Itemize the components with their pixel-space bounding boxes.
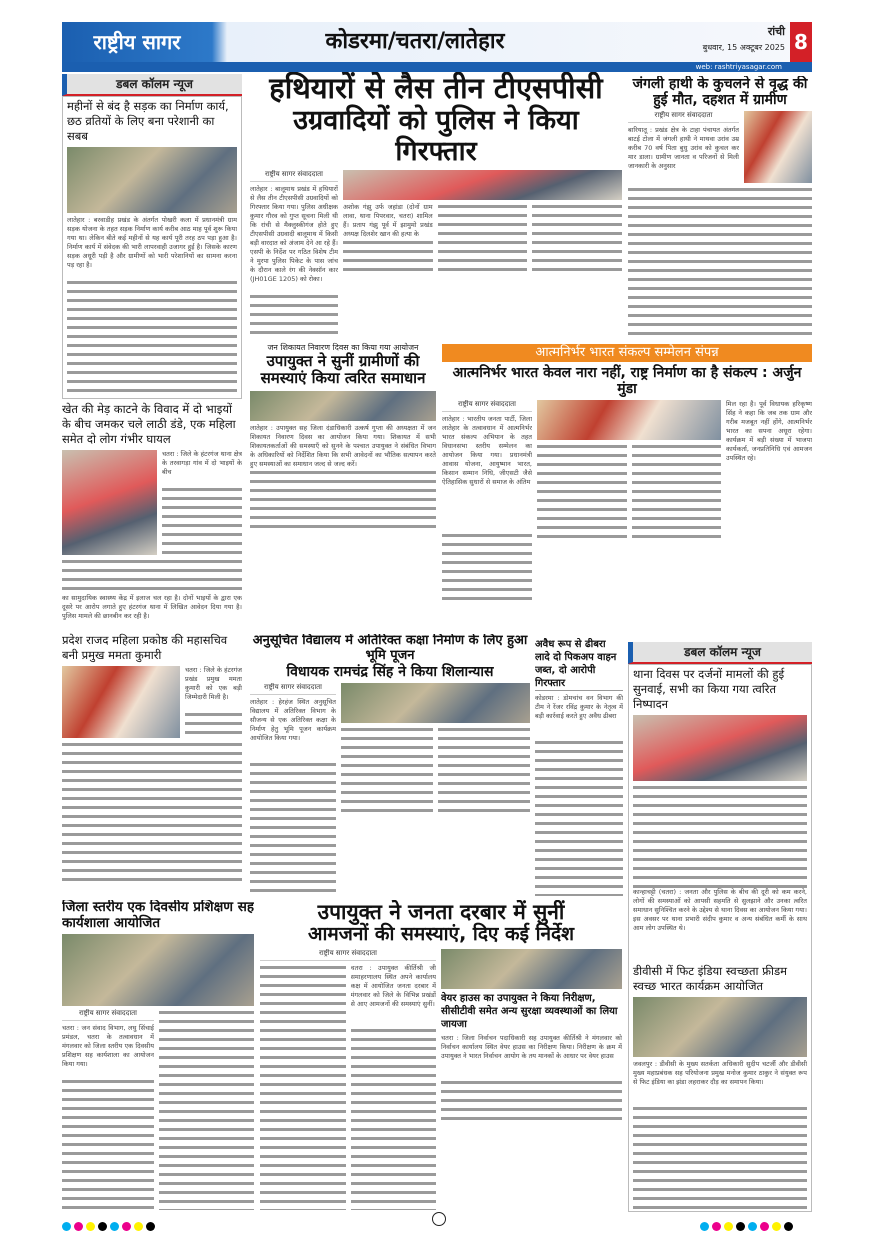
school-headline-1: अनुसूचित विद्यालय में अतिरिक्त कक्षा निर्माण के लिए हुआ भूमि पूजन [252, 634, 528, 663]
photo [67, 147, 237, 213]
color-registration-marks [62, 1216, 158, 1235]
byline: राष्ट्रीय सागर संवाददाता [62, 1009, 154, 1021]
elephant-headline: जंगली हाथी के कुचलने से वृद्ध की हुई मौत, दहशत में ग्रामीण [632, 76, 808, 109]
photo [62, 450, 157, 555]
text-lines [535, 739, 623, 896]
text-lines [537, 443, 627, 543]
sammelan-article-text-2: मिल रहा है। पूर्व विधायक हरिकृष्ण सिंह ने कहा कि जब तक ग्राम और गरीब मजबूत नहीं होंगे, आत्मनिर्भर भारत का सपना अधूरा रहेगा। कार्यक्रम में बड़ी संख्या में भाजपा कार्यकर्ता, जनप्रतिनिधि एवं आमजन उपस्थित रहे। [726, 400, 812, 463]
article-mamta-kumari [62, 633, 242, 885]
darbar-photo [441, 949, 622, 989]
article-road [62, 96, 242, 399]
photo-workshop [62, 934, 254, 1006]
sammelan-article [442, 344, 812, 600]
article-text-workshop: चतरा : जन संवाद विभाग, लघु सिंचाई प्रमंडल, चतरा के तत्वावधान में मंगलवार को जिला स्तरीय एक दिवसीय प्रशिक्षण सह कार्यशाला का आयोजन किया गया। [62, 1024, 154, 1069]
byline: राष्ट्रीय सागर संवाददाता [628, 111, 739, 123]
text-lines [62, 1078, 154, 1210]
wood-headline: अवैध रूप से ढीबरा लादे दो पिकअप वाहन जब्त, दो आरोपी गिरफ्तार [535, 638, 623, 691]
dc-article [250, 342, 436, 600]
headline: थाना दिवस पर दर्जनों मामलों की हुई सुनवाई, सभी का किया गया त्वरित निष्पादन [633, 667, 785, 711]
dc-kicker: जन शिकायत निवारण दिवस का किया गया आयोजन [267, 343, 419, 352]
wood-article [535, 638, 623, 896]
article-text: चतरा : जिले के हंटरगंज प्रखंड प्रमुख ममता कुमारी को एक बड़ी जिम्मेदारी मिली है। [185, 665, 242, 701]
text-lines [62, 558, 242, 594]
byline: राष्ट्रीय सागर संवाददाता [260, 949, 436, 961]
text-lines [438, 726, 530, 816]
byline: राष्ट्रीय सागर संवाददाता [442, 400, 532, 412]
school-photo [341, 683, 530, 723]
double-column-label: डबल कॉलम न्यूज [628, 642, 812, 664]
text-lines [442, 532, 532, 600]
lead-headline-line2: उग्रवादियों को पुलिस ने किया गिरफ्तार [293, 105, 579, 168]
wood-article-text: कोडरमा : डोमचांच वन विभाग की टीम ने रेंजर रविंद्र कुमार के नेतृत्व में बड़ी कार्रवाई करते हुए अवैध ढीबरा [535, 694, 623, 720]
warehouse-headline: वेयर हाउस का उपायुक्त ने किया निरीक्षण, सीसीटीवी समेत अन्य सुरक्षा व्यवस्थाओं का लिया जायजा [441, 992, 618, 1030]
photo [633, 715, 807, 781]
text-lines [260, 964, 346, 1210]
dc-article-text: लातेहार : उपायुक्त सह जिला दंडाधिकारी उत्कर्ष गुप्ता की अध्यक्षता में जन शिकायत निवारण दिवस का आयोजन किया गया। शिकायत में सभी शिकायतकर्ताओं की समस्याएँ को सुनने के पश्चात उपायुक्त ने संबंधित विभाग के अधिकारियों को निर्देशित किया कि सभी आवेदनों का भौतिक सत्यापन करते हुए समस्याओं का समाधान जल्द से जल्द करें। [250, 423, 436, 468]
text-lines [343, 239, 433, 275]
text-lines [351, 1027, 437, 1210]
text-lines [162, 486, 242, 555]
color-registration-marks [700, 1216, 796, 1235]
headline: महीनों से बंद है सड़क का निर्माण कार्य, छठ व्रतियों के लिए बना परेशानी का सबब [67, 99, 229, 143]
lead-photo [343, 170, 622, 200]
darbar-article-text: चतरा : उपायुक्त कीर्तिश्री जी समाहरणालय स्थित अपने कार्यालय कक्ष में आयोजित जनता दरबार में मंगलवार को जिले के विभिन्न प्रखंडों से आए आमजनों की समस्याएं सुनीं। [350, 963, 436, 1008]
text-lines [632, 443, 722, 543]
article-text: चतरा : जिले के हंटरगंज थाना क्षेत्र के तरवागड़ा गांव में दो भाइयों के बीच [162, 449, 242, 476]
lead-article-text: लातेहार : बालूमाथ प्रखंड में हथियारों से लैस तीन टीएसपीसी उग्रवादियों को गिरफ्तार किया गया। पुलिस अधीक्षक कुमार गौरव को गुप्त सूचना मिली थी कि रांची से मैक्लुस्कीगंज होते हुए टीएसपीसी उग्रवादी बालूमाथ में किसी बड़ी वारदात को अंजाम देने आ रहे हैं। एसपी के निर्देश पर गठित विशेष टीम ने मुरपा पुलिस पिकेट के पास जांच के दौरान काले रंग की नेक्सॉन कार (JH01GE 1205) को रोका। [250, 185, 338, 284]
article-workshop [62, 900, 254, 1210]
school-article [250, 634, 530, 896]
edition-city: रांची [767, 25, 785, 38]
text-lines [250, 761, 336, 896]
warehouse-article-text: चतरा : जिला निर्वाचन पदाधिकारी सह उपायुक्त कीर्तिश्री ने मंगलवार को निर्वाचन कार्यालय स्थित वेयर हाउस का निरीक्षण किया। निरीक्षण के क्रम में उपायुक्त ने भारत निर्वाचन आयोग के तय मानकों के आधार पर वेयर हाउस [441, 1033, 622, 1060]
left-top-block [62, 74, 242, 399]
headline: डीवीसी में फिट इंडिया स्वच्छता फ्रीडम स्वच्छ भारत कार्यक्रम आयोजित [633, 963, 788, 993]
text-lines [62, 741, 242, 885]
text-lines [628, 186, 812, 338]
website-link[interactable]: web: rashtriyasagar.com [62, 62, 812, 72]
headline: खेत की मेड़ काटने के विवाद में दो भाइयों के बीच जमकर चले लाठी डंडे, एक महिला समेत दो लोग गंभीर घायल [62, 402, 236, 446]
text-lines [633, 1105, 807, 1209]
text-lines [532, 203, 622, 275]
photo [633, 997, 807, 1057]
text-lines [441, 1079, 622, 1124]
school-headline-2: विधायक रामचंद्र सिंह ने किया शिलान्यास [286, 663, 494, 680]
byline: राष्ट्रीय सागर संवाददाता [250, 170, 338, 182]
article-text: जवलपुर : डीवीसी के मुख्य सतर्कता अधिकारी सुदीप चटर्जी और डीवीसी मुख्य महाप्रबंधक सह परियोजना प्रमुख मनोज कुमार ठाकुर ने संयुक्त रूप से फिट इंडिया का झंडा लहराकर दौड़ का समापन किया। [633, 1059, 807, 1086]
text-lines [250, 469, 436, 532]
sammelan-banner: आत्मनिर्भर भारत संकल्प सम्मेलन संपन्न [442, 344, 812, 362]
lead-headline-line1: हथियारों से लैस तीन टीएसपीसी [269, 72, 603, 105]
text-lines [341, 726, 433, 816]
sammelan-article-text: लातेहार : भारतीय जनता पार्टी, जिला लातेहार के तत्वावधान में आत्मनिर्भर भारत संकल्प अभियान के तहत विधानसभा स्तरीय सम्मेलन का आयोजन किया गया। प्रधानमंत्री आवास योजना, आयुष्मान भारत, किसान सम्मान निधि, जीएसटी जैसे ऐतिहासिक सुधारों से समाज के अंतिम [442, 415, 532, 487]
elephant-article-text: बारियातू : प्रखंड क्षेत्र के टाहा पंचायत अंतर्गत बाटई टोला में जंगली हाथी ने माथवा उरांव उम्र करीब 70 वर्ष पिता बुधु उरांव को कुचल कर मार डाला। ग्रामीण जानता व परिजनों से मिली जानकारी के अनुसार [628, 126, 739, 171]
right-double-column-block [628, 642, 812, 1212]
article-land-dispute [62, 402, 242, 630]
text-lines [159, 1009, 254, 1210]
headline: प्रदेश राजद महिला प्रकोष्ठ की महासचिव बनी प्रमुख ममता कुमारी [62, 633, 228, 662]
sammelan-photo [537, 400, 721, 440]
dc-headline: उपायुक्त ने सुनीं ग्रामीणों की समस्याएं किया त्वरित समाधान [260, 352, 426, 388]
page-number: 8 [790, 22, 812, 62]
article-text: लातेहार : बरवाडीह प्रखंड के अंतर्गत पोखरी कला में प्रधानमंत्री ग्राम सड़क योजना के तहत सड़क निर्माण कार्य करीब आठ माह पूर्व शुरू किया गया था। लेकिन बीते कई महीनों से यह कार्य पूरी तरह ठप पड़ा हुआ है। निर्माण कार्य में संवेदक की भारी लापरवाही उजागर हुई है। जिसके कारण सड़क अधूरी पड़ी है और ग्रामीणों को भारी परेशानियों का सामना करना पड़ रहा है। [67, 215, 237, 269]
text-lines [250, 293, 338, 337]
double-column-label: डबल कॉलम न्यूज [62, 74, 242, 96]
elephant-photo [744, 111, 812, 183]
darbar-article [260, 900, 622, 1210]
right-double-column [628, 664, 812, 1212]
crosshair-mark-icon [432, 1212, 446, 1226]
sammelan-headline: आत्मनिर्भर भारत केवल नारा नहीं, राष्ट्र निर्माण का है संकल्प : अर्जुन मुंडा [452, 365, 802, 398]
article-text-continued [67, 279, 237, 396]
article-text: कान्हाचट्टी (चतरा) : जनता और पुलिस के बीच की दूरी को कम करने, लोगों की समस्याओं को आपसी सहमति से सुलझाने और उनका त्वरित समाधान सुनिश्चित करने के उद्देश्य से थाना दिवस का आयोजन किया गया। इस अवसर पर थाना प्रभारी संदीप कुमार व अन्य संबंधित कर्मी के साथ आम लोग उपस्थित थे। [633, 887, 807, 932]
lead-article-text-2: अशोक गंझु उर्फ जहांडा (दोनों ग्राम लावा, थाना पिपरवार, चतरा) शामिल हैं। प्रताप गंझु पूर्व में झामुमो प्रखंड अध्यक्ष दिलशेर खान की हत्या के [343, 203, 433, 239]
dc-photo [250, 391, 436, 421]
text-lines [633, 784, 807, 888]
elephant-article [628, 76, 812, 338]
article-text-end: का सामुदायिक स्वास्थ्य केंद्र में इलाज चल रहा है। दोनों भाइयों के द्वारा एक दूसरे पर आरोप लगाते हुए हंटरगंज थाना में लिखित आवेदन दिया गया है। पुलिस मामले की छानबीन कर रही है। [62, 594, 242, 620]
darbar-headline-2: आमजनों की समस्याएं, दिए कई निर्देश [307, 923, 575, 946]
section-title: कोडरमा/चतरा/लातेहार [325, 29, 505, 54]
photo [62, 666, 180, 738]
lead-article [250, 72, 622, 337]
text-lines [185, 711, 242, 738]
darbar-headline-1: उपायुक्त ने जनता दरबार में सुनीं [317, 900, 565, 924]
byline: राष्ट्रीय सागर संवाददाता [250, 683, 336, 695]
issue-date: बुधवार, 15 अक्टूबर 2025 [702, 43, 785, 52]
school-article-text: लातेहार : हेरहंज स्थित अनुसूचित विद्यालय में अतिरिक्त विभाग के सौजन्य से एक अतिरिक्त कक्षा के निर्माण हेतु भूमि पूजन कार्यक्रम आयोजित किया गया। [250, 697, 336, 742]
headline-workshop: जिला स्तरीय एक दिवसीय प्रशिक्षण सह कार्यशाला आयोजित [62, 900, 254, 931]
newspaper-logo: राष्ट्रीय सागर [93, 30, 181, 54]
text-lines [438, 203, 528, 275]
